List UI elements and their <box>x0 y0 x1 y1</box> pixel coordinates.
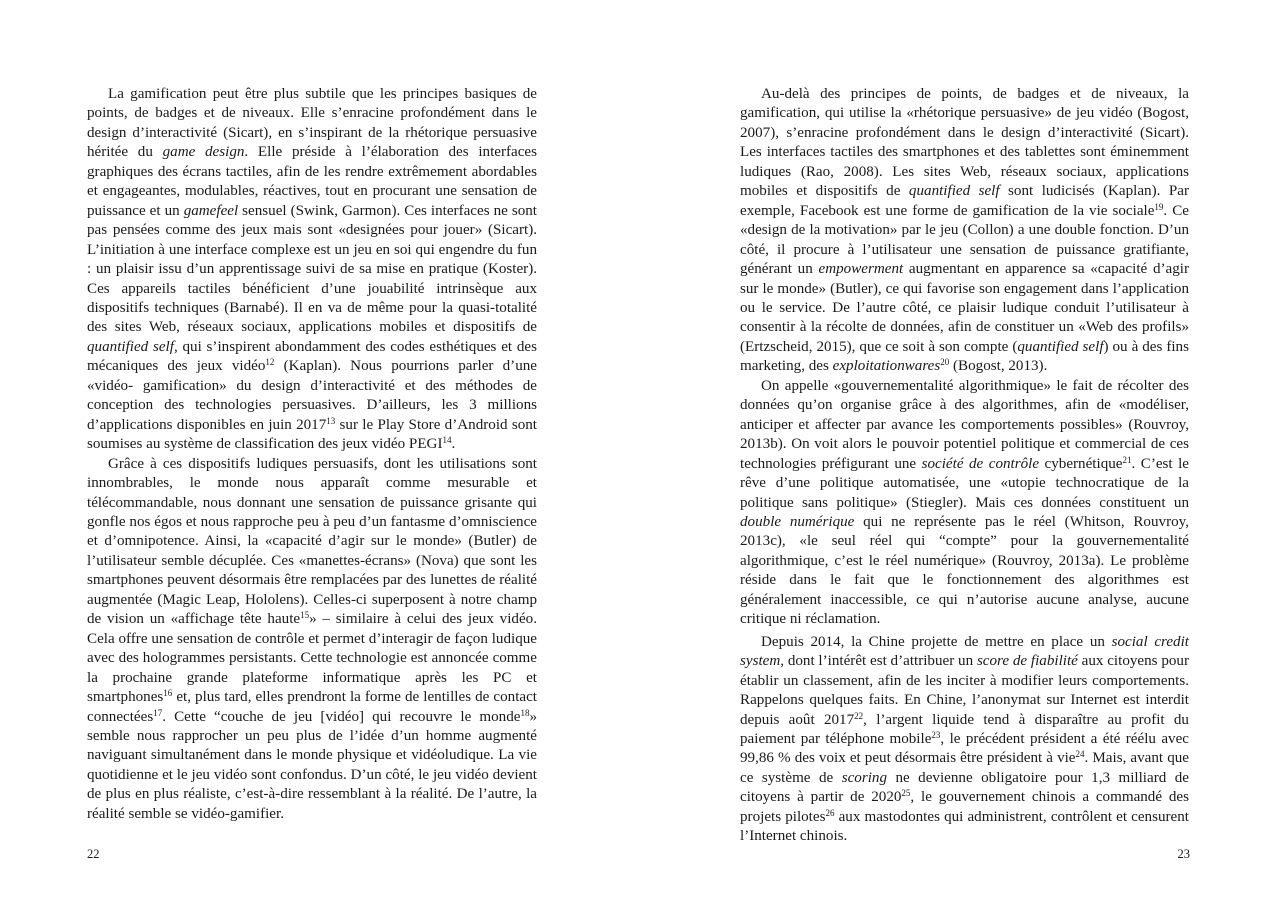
text-run: . C’est le rêve d’une politique automatisée, une «utopie technocratique de la politique sans politique» (Stiegler). Mais ces données constituent un <box>740 455 1189 511</box>
text-run: . <box>451 436 456 453</box>
italic-term: empowerment <box>818 261 904 278</box>
italic-term: score de fiabilité <box>976 653 1078 670</box>
text-run: , l’argent liquide tend à disparaître au profit du paiement par téléphone mobile <box>740 711 1189 747</box>
footnote-ref: 22 <box>854 710 864 721</box>
footnote-ref: 21 <box>1122 454 1132 465</box>
text-run: » semble nous rapprocher un peu plus de l’idée d’un homme augmenté naviguant simultanément dans le monde physique et vidéoludique. La vie quotidienne et le jeu vidéo sont confondus. D’un côté, le jeu vidéo devient de plus en plus réaliste, c’est-à-dire ressemblant à la réalité. De l’autre, la réalité semble se vidéo-gamifier. <box>87 708 537 822</box>
italic-term: social credit system <box>740 633 1189 670</box>
text-run: ne devienne obligatoire pour 1,3 milliard de citoyens à partir de 2020 <box>740 769 1189 806</box>
italic-term: double numérique <box>740 513 855 530</box>
text-run: (Kaplan). Nous pourrions parler d’une «vidéo- gamification» du design d’interactivité et des méthodes de conception des technologies persuasives. D’ailleurs, les 3 millions d’applications disponibles en juin 2017 <box>87 358 537 433</box>
italic-term: société de contrôle <box>921 455 1040 472</box>
text-run: . Ce «design de la motivation» par le jeu (Collon) a une double fonction. D’un côté, il procure à l’utilisateur une sensation de puissance gratifiante, générant un <box>740 202 1189 278</box>
italic-term: quantified self <box>1017 338 1104 355</box>
footnote-ref: 14 <box>442 435 452 446</box>
italic-term: scoring <box>841 769 887 786</box>
text-run: , le gouvernement chinois a commandé des projets pilotes <box>740 789 1189 825</box>
paragraph <box>740 85 1189 377</box>
right-page <box>638 0 1276 912</box>
text-run: . Mais, avant que ce système de <box>740 750 1189 786</box>
page-number: 23 <box>1177 847 1190 861</box>
text-run: sont ludicisés (Kaplan). Par exemple, Facebook est une forme de gamification de la vie sociale <box>740 183 1190 219</box>
footnote-ref: 15 <box>300 610 310 621</box>
footnote-ref: 24 <box>1075 749 1085 760</box>
text-run: ) ou à des fins marketing, des <box>740 338 1189 375</box>
footnote-ref: 17 <box>153 707 163 718</box>
text-run: et, plus tard, elles prendront la forme de lentilles de contact connectées <box>87 689 537 725</box>
text-run: , le précédent président a été réélu avec 99,86 % des voix et peut désormais être président à vie <box>740 730 1189 767</box>
text-run: . Cette “couche de jeu [vidéo] qui recouvre le monde <box>162 708 521 725</box>
text-run: Grâce à ces dispositifs ludiques persuasifs, dont les utilisations sont innombrables, le monde nous apparaît comme mesurable et télécommandable, nous donnant une sensation de puissance grisante qui gonfle nos égos et nous rapproche peu à peu d’un fantasme d’omniscience et d’omnipotence. Ainsi, la «capacité d’agir sur le monde» (Butler) de l’utilisateur semble décuplée. Ces «manettes-écrans» (Nova) que sont les smartphones peuvent désormais être remplacées par des lunettes de réalité augmentée (Magic Leap, Hololens). Celles-ci superposent à notre champ de vision un «affichage tête haute <box>87 455 537 628</box>
text-run: (Bogost, 2013). <box>949 358 1048 375</box>
text-run: cybernétique <box>1039 455 1123 472</box>
italic-term: quantified self <box>908 183 1000 200</box>
footnote-ref: 18 <box>520 707 530 718</box>
italic-term: exploitationwares <box>832 358 941 375</box>
text-run: aux citoyens pour établir un classement, afin de les inciter à modifier leurs comportements. Rappelons quelques faits. En Chine, l’anonymat sur Internet est interdit depuis août 2017 <box>740 653 1189 728</box>
footnote-ref: 13 <box>326 415 336 426</box>
left-page-body <box>87 85 537 824</box>
footnote-ref: 26 <box>825 807 835 818</box>
footnote-ref: 12 <box>265 357 275 368</box>
text-run: » – similaire à celui des jeux vidéo. Cela offre une sensation de contrôle et permet d’interagir de façon ludique avec des hologrammes persistants. Cette technologie est annoncée comme la prochaine grande plateforme informatique après les PC et smartphones <box>87 611 537 706</box>
text-run: sur le Play Store d’Android sont soumises au système de classification des jeux vidéo PEGI <box>87 416 537 453</box>
footnote-ref: 23 <box>931 729 941 740</box>
text-run: augmentant en apparence sa «capacité d’agir sur le monde» (Butler), ce qui favorise son engagement dans l’application ou le service. De l’autre côté, ce plaisir ludique conduit l’utilisateur à consentir à la récolte de données, afin de constituer un «Web des profils» (Ertzscheid, 2015), que ce soit à son compte ( <box>740 261 1189 355</box>
text-run: aux mastodontes qui administrent, contrôlent et censurent l’Internet chinois. <box>740 808 1189 845</box>
text-run: Au-delà des principes de points, de badges et de niveaux, la gamification, qui utilise la «rhétorique persuasive» de jeu vidéo (Bogost, 2007), s’enracine profondément dans le design d’interactivité (Sicart). Les interfaces tactiles des smartphones et des tablettes sont éminemment ludiques (Rao, 2008). Les sites Web, réseaux sociaux, applications mobiles et dispositifs de <box>740 86 1189 200</box>
italic-term: quantified self <box>87 338 174 355</box>
footnote-ref: 25 <box>901 788 911 799</box>
text-run: , dont l’intérêt est d’attribuer un <box>780 653 977 670</box>
footnote-ref: 20 <box>940 357 950 368</box>
paragraph <box>87 455 537 825</box>
text-run: On appelle «gouvernementalité algorithmique» le fait de récolter des données qu’on organise grâce à des algorithmes, afin de «modéliser, anticiper et affecter par avance les comportements possibles» (Rouvroy, 2013b). On voit alors le pouvoir potentiel politique et commercial de ces technologies préfigurant une <box>740 377 1189 472</box>
italic-term: gamefeel <box>183 202 239 219</box>
page-number: 22 <box>87 847 100 861</box>
text-run: Depuis 2014, la Chine projette de mettre en place un <box>761 633 1112 650</box>
paragraph <box>740 377 1189 630</box>
footnote-ref: 16 <box>163 688 173 699</box>
text-run: qui ne représente pas le réel (Whitson, Rouvroy, 2013c), «le seul réel qui “compte” pour la gouvernementalité algorithmique, c’est le réel numérique» (Rouvroy, 2013a). Le problème réside dans le fait que le fonctionnement des algorithmes est généralement inaccessible, ce qui n’autorise aucune analyse, aucune critique ni réclamation. <box>740 513 1189 628</box>
text-run: . Elle préside à l’élaboration des interfaces graphiques des écrans tactiles, afin de les rendre extrêmement abordables et engageantes, modulables, réactives, tout en procurant une sensation de puissance et un <box>87 144 537 219</box>
text-run: , qui s’inspirent abondamment des codes esthétiques et des mécaniques des jeux vidéo <box>87 338 537 375</box>
footnote-ref: 19 <box>1154 201 1164 212</box>
italic-term: game design <box>162 144 245 161</box>
right-page-body <box>740 85 1189 847</box>
paragraph <box>87 85 537 455</box>
text-run: La gamification peut être plus subtile que les principes basiques de points, de badges et de niveaux. Elle s’enracine profondément dans le design d’interactivité (Sicart), en s’inspirant de la rhétorique persuasive héritée du <box>87 86 537 161</box>
text-run: sensuel (Swink, Garmon). Ces interfaces ne sont pas pensées comme des jeux mais sont «designées pour jouer» (Sicart). L’initiation à une interface complexe est un jeu en soi qui engendre du fun : un plaisir issu d’un apprentissage suivi de sa mise en pratique (Koster). Ces appareils tactiles bénéficient d’une jouabilité intrinsèque aux dispositifs techniques (Barnabé). Il en va de même pour la quasi-totalité des sites Web, réseaux sociaux, applications mobiles et dispositifs de <box>87 202 537 336</box>
paragraph <box>740 633 1189 847</box>
